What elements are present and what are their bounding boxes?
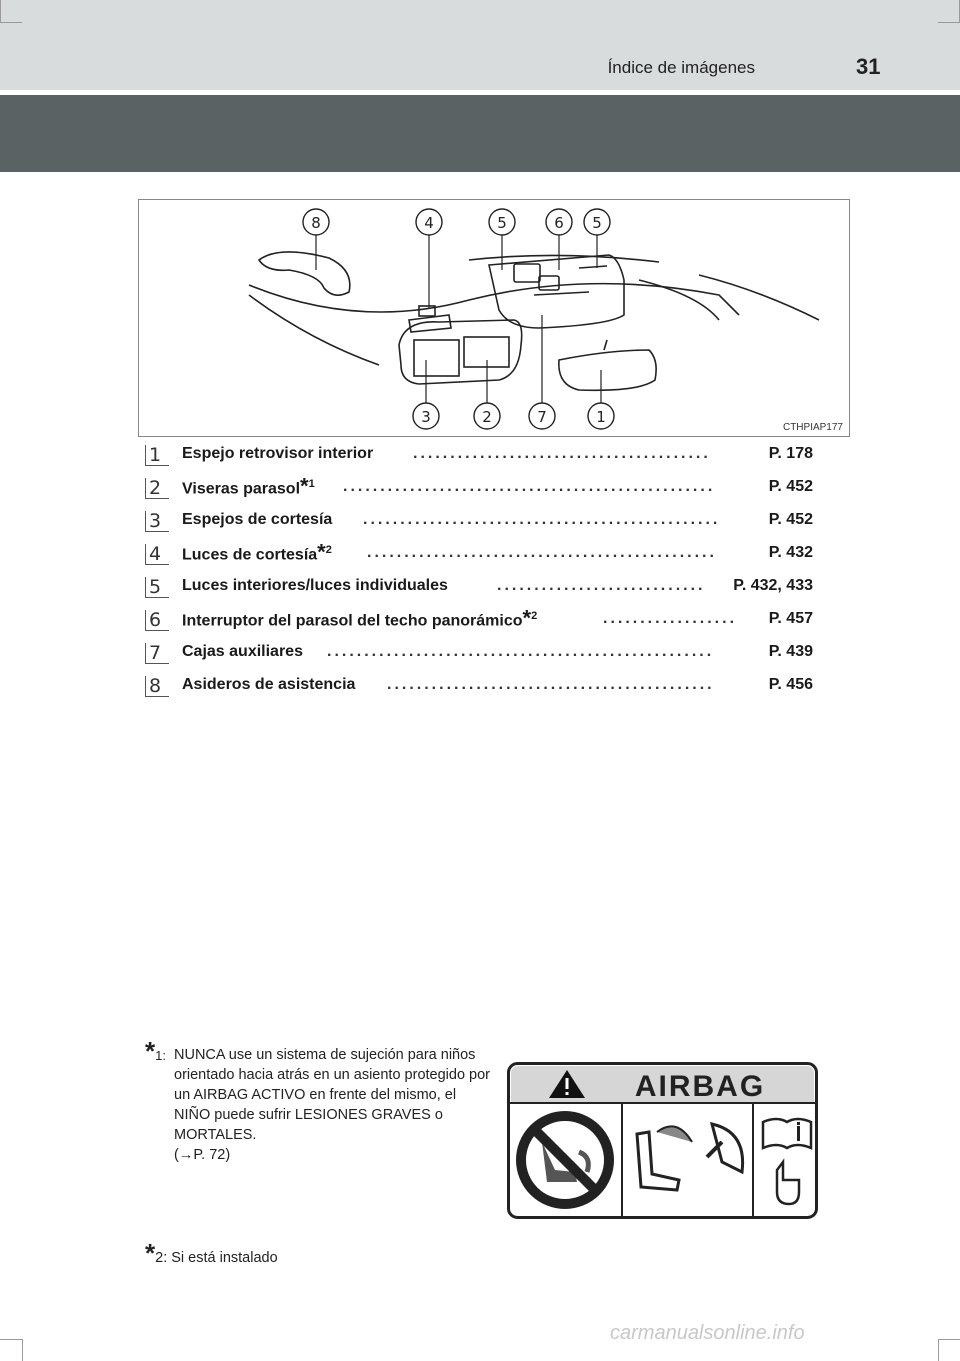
overhead-console-illustration [139,200,849,436]
page-reference[interactable]: P. 452 [765,511,813,529]
airbag-title: AIRBAG [634,1070,766,1103]
item-number: 7 [149,642,162,664]
page-reference[interactable]: P. 432, 433 [729,577,813,595]
crop-mark [22,1339,23,1361]
callout-1: 1 [596,408,606,426]
crop-mark [938,22,960,23]
item-number: 6 [149,609,162,631]
callout-8: 8 [311,214,321,232]
item-label: Asideros de asistencia [182,676,356,693]
no-rear-facing-seat-icon [521,1116,609,1204]
list-item: 3 Espejos de cortesía ................................................ P. 452 [145,506,815,539]
item-number: 8 [149,675,162,697]
page-header [0,0,960,90]
footnote-1-text: NUNCA use un sistema de sujeción para niños orientado hacia atrás en un asiento protegido por un AIRBAG ACTIVO en frente del mismo, el NIÑO puede sufrir LESIONES GRAVES o MORTALES. [174,1047,490,1143]
callout-6: 6 [554,214,564,232]
list-item: 2 Viseras parasol*$^1$ .................................................. P. 452 [145,473,815,506]
section-band [0,95,960,172]
item-label: Luces de cortesía*$^2$ [182,539,332,565]
item-number: 1 [149,444,162,466]
list-item: 7 Cajas auxiliares .................................................... P. 439 [145,638,815,671]
item-number: 4 [149,543,162,565]
list-item: 5 Luces interiores/luces individuales ............................ P. 432, 433 [145,572,815,605]
page-reference[interactable]: P. 457 [765,610,813,628]
page-number: 31 [856,54,881,79]
section-title: Índice de imágenes [607,58,755,77]
crop-mark [938,1339,939,1361]
list-item: 4 Luces de cortesía*$^2$ ............................................... P. 432 [145,539,815,572]
overhead-console-figure [138,199,850,437]
item-label: Cajas auxiliares [182,643,303,660]
item-label: Espejos de cortesía [182,511,333,528]
page-reference[interactable]: P. 178 [765,445,813,463]
item-list [145,440,815,704]
footnote-2-mark: 2 [155,1250,164,1266]
item-label: Interruptor del parasol del techo panorámico*$^2$ [182,605,538,631]
callout-3: 3 [421,408,431,426]
footnote-1-ref[interactable]: (→P. 72) [174,1147,231,1163]
callout-5b: 5 [592,214,602,232]
airbag-warning-label [507,1062,818,1219]
figure-code: CTHPIAP177 [782,422,843,433]
header-divider [0,90,960,93]
page-reference[interactable]: P. 439 [765,643,813,661]
page-reference[interactable]: P. 432 [765,544,813,562]
list-item: 8 Asideros de asistencia ............................................ P. 456 [145,671,815,704]
crop-mark [938,1339,960,1340]
page-reference[interactable]: P. 456 [765,676,813,694]
page-reference[interactable]: P. 452 [765,478,813,496]
footnote-1-mark: *1: [145,1036,166,1066]
crop-mark [0,0,1,22]
callout-4: 4 [424,214,434,232]
footnote-2: *2: Si está instalado [145,1238,278,1268]
list-item: 1 Espejo retrovisor interior ........................................ P. 178 [145,440,815,473]
callout-2: 2 [482,408,492,426]
crop-mark [0,1339,22,1340]
item-number: 3 [149,510,162,532]
item-label: Espejo retrovisor interior [182,445,374,462]
callout-5: 5 [497,214,507,232]
item-label: Luces interiores/luces individuales [182,577,448,594]
item-number: 5 [149,576,162,598]
watermark: carmanualsonline.info [610,1322,805,1344]
item-number: 2 [149,477,162,499]
footnote-2-text: Si está instalado [171,1250,278,1266]
item-label: Viseras parasol*$^1$ [182,473,315,499]
crop-mark [0,22,22,23]
footnote-1 [145,1036,490,1165]
list-item: 6 Interruptor del parasol del techo panorámico*$^2$ .................. P. 457 [145,605,815,638]
callout-7: 7 [537,408,547,426]
